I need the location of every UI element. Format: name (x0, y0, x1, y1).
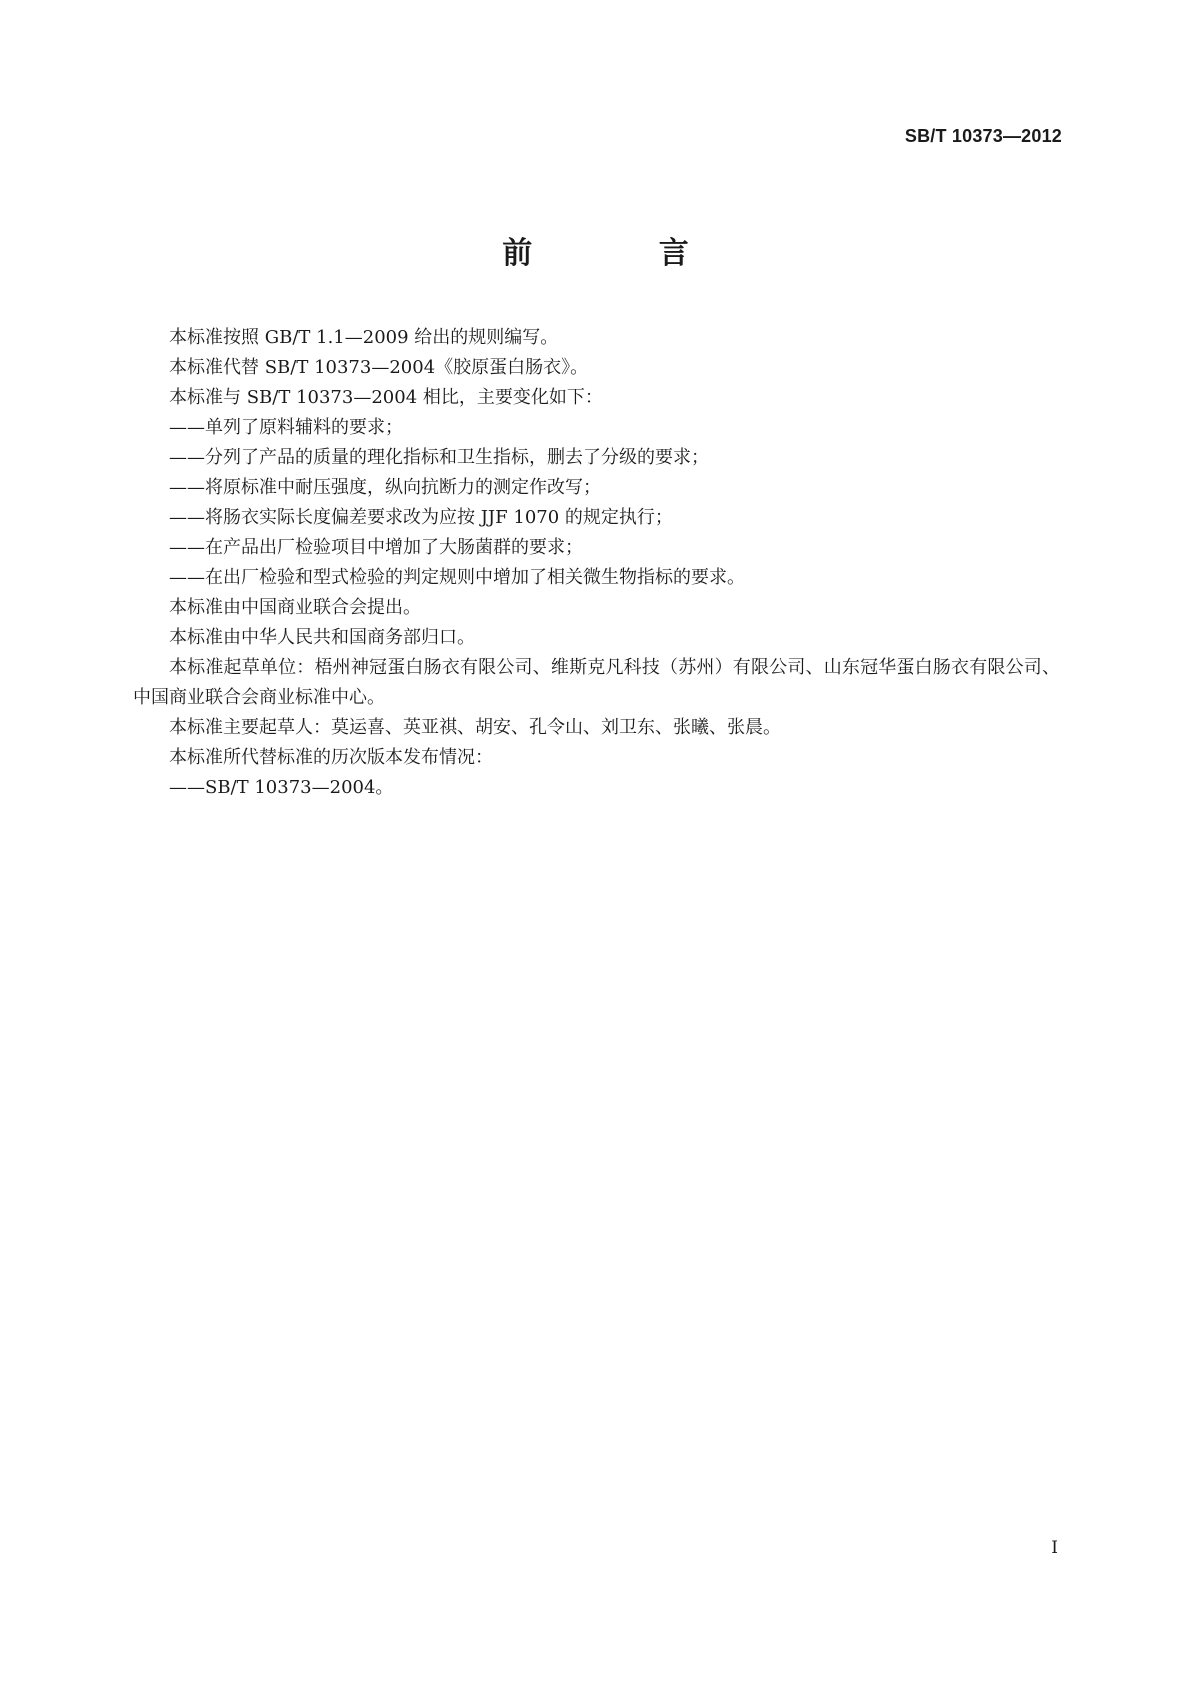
list-item-change: ——分列了产品的质量的理化指标和卫生指标，删去了分级的要求； (169, 447, 709, 468)
paragraph-drafters: 本标准主要起草人：莫运喜、英亚祺、胡安、孔令山、刘卫东、张曦、张晨。 (169, 717, 781, 738)
list-item-change: ——单列了原料辅料的要求； (169, 417, 403, 438)
paragraph-changes-intro: 本标准与 SB/T 10373—2004 相比，主要变化如下： (169, 387, 603, 408)
list-item-previous-edition: ——SB/T 10373—2004。 (169, 777, 394, 798)
paragraph-compilation-rules: 本标准按照 GB/T 1.1—2009 给出的规则编写。 (169, 327, 559, 348)
paragraph-drafting-units: 本标准起草单位：梧州神冠蛋白肠衣有限公司、维斯克凡科技（苏州）有限公司、山东冠华蛋白肠衣有限公司、中国商业联合会商业标准中心。 (133, 657, 1060, 708)
foreword-body (133, 323, 1060, 803)
page-number: I (1051, 1538, 1058, 1558)
page-title: 前 言 (502, 236, 747, 271)
list-item-change: ——将肠衣实际长度偏差要求改为应按 JJF 1070 的规定执行； (169, 507, 673, 528)
paragraph-replaces: 本标准代替 SB/T 10373—2004《胶原蛋白肠衣》。 (169, 357, 589, 378)
list-item-change: ——在出厂检验和型式检验的判定规则中增加了相关微生物指标的要求。 (169, 567, 745, 588)
list-item-change: ——在产品出厂检验项目中增加了大肠菌群的要求； (169, 537, 583, 558)
list-item-change: ——将原标准中耐压强度，纵向抗断力的测定作改写； (169, 477, 601, 498)
paragraph-previous-editions: 本标准所代替标准的历次版本发布情况： (169, 747, 493, 768)
paragraph-centralized-by: 本标准由中华人民共和国商务部归口。 (169, 627, 475, 648)
standard-number: SB/T 10373—2012 (904, 126, 1062, 146)
paragraph-proposed-by: 本标准由中国商业联合会提出。 (169, 597, 421, 618)
